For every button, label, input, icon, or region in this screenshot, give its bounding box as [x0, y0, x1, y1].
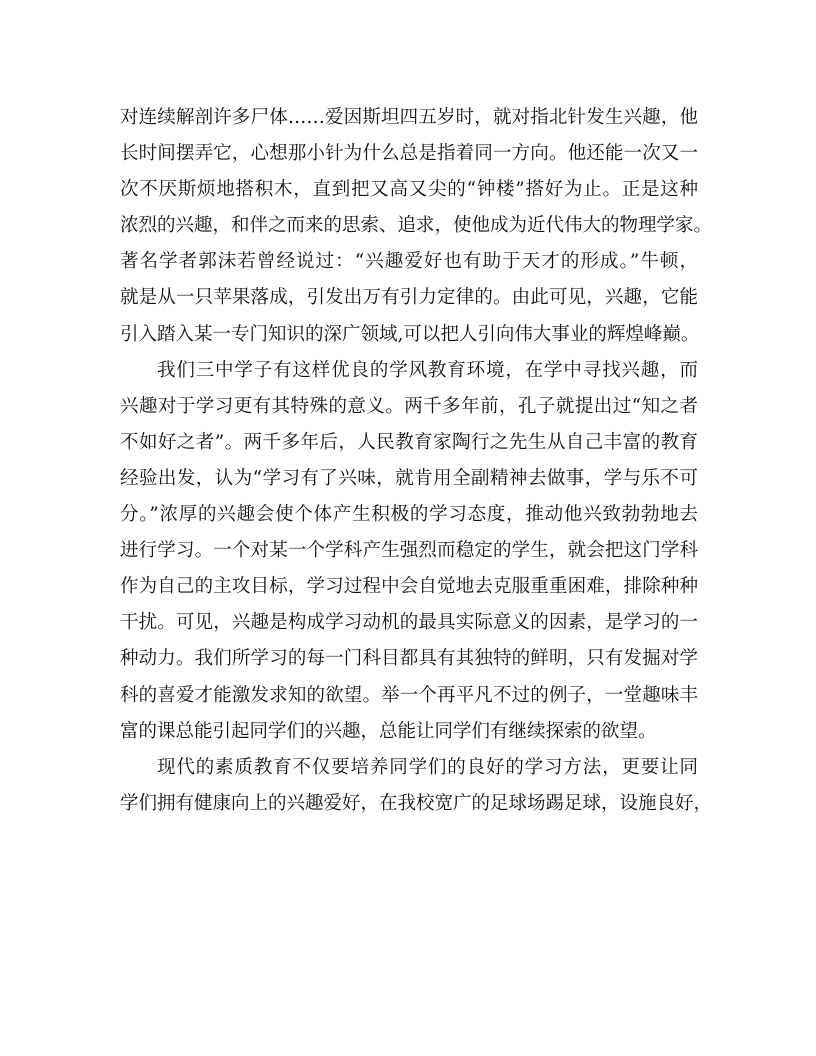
text-line: 干扰。可见，兴趣是构成学习动机的最具实际意义的因素，是学习的一	[120, 612, 698, 634]
text-line: 作为自己的主攻目标，学习过程中会自觉地去克服重重困难，排除种种	[120, 576, 698, 598]
text-line: 就是从一只苹果落成，引发出万有引力定律的。由此可见，兴趣，它能	[120, 287, 698, 309]
text-line: 科的喜爱才能激发求知的欲望。举一个再平凡不过的例子，一堂趣味丰	[120, 684, 698, 706]
text-line: 长时间摆弄它，心想那小针为什么总是指着同一方向。他还能一次又一	[120, 143, 698, 165]
text-line: 种动力。我们所学习的每一门科目都具有其独特的鲜明，只有发掘对学	[120, 648, 698, 670]
text-line: 经验出发，认为“学习有了兴味，就肯用全副精神去做事，学与乐不可	[120, 467, 698, 489]
paragraph-first-line: 我们三中学子有这样优良的学风教育环境，在学中寻找兴趣，而	[157, 359, 698, 381]
text-line: 浓烈的兴趣，和伴之而来的思索、追求，使他成为近代伟大的物理学家。	[120, 215, 713, 237]
text-line: 分。”浓厚的兴趣会使个体产生积极的学习态度，推动他兴致勃勃地去	[120, 504, 698, 526]
body-text	[120, 100, 713, 822]
paragraph-last-line: 富的课总能引起同学们的兴趣，总能让同学们有继续探索的欲望。	[120, 720, 657, 742]
text-line: 进行学习。一个对某一个学科产生强烈而稳定的学生，就会把这门学科	[120, 540, 698, 562]
text-line: 学们拥有健康向上的兴趣爱好，在我校宽广的足球场踢足球，设施良好，	[120, 792, 713, 814]
text-line: 兴趣对于学习更有其特殊的意义。两千多年前，孔子就提出过“知之者	[120, 395, 698, 417]
text-line: 著名学者郭沫若曾经说过：“兴趣爱好也有助于天才的形成。”牛顿，	[120, 251, 698, 273]
paragraph-first-line: 现代的素质教育不仅要培养同学们的良好的学习方法，更要让同	[157, 756, 698, 778]
text-line: 引入踏入某一专门知识的深广领域,可以把人引向伟大事业的辉煌峰巅。	[120, 323, 700, 345]
text-line: 对连续解剖许多尸体……爱因斯坦四五岁时，就对指北针发生兴趣，他	[120, 107, 698, 128]
text-line: 不如好之者”。两千多年后，人民教育家陶行之先生从自己丰富的教育	[120, 431, 698, 453]
text-line: 次不厌斯烦地搭积木，直到把又高又尖的“钟楼”搭好为止。正是这种	[120, 179, 698, 201]
